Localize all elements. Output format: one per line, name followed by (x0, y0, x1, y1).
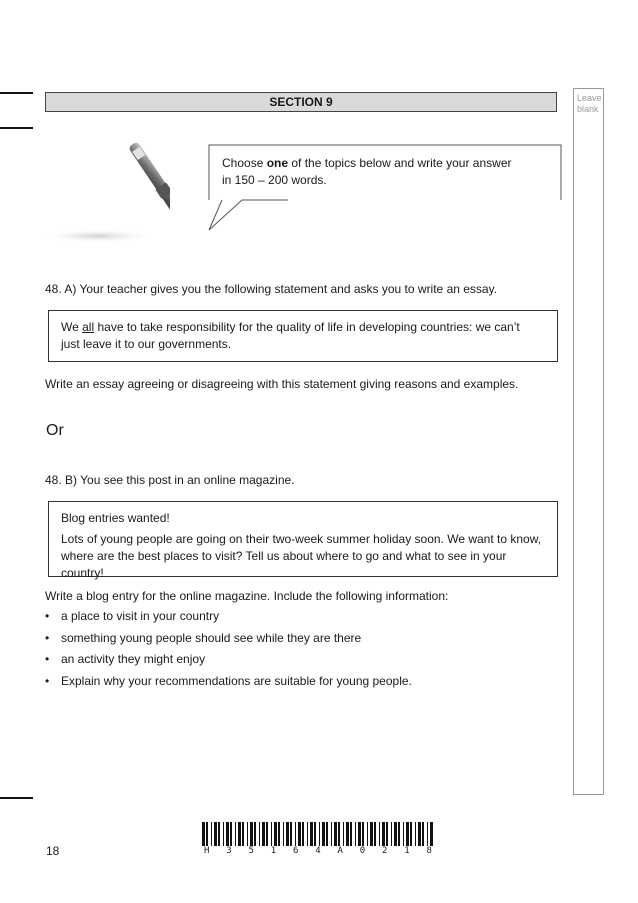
barcode-char: 8 (426, 846, 432, 856)
barcode-char: 5 (248, 846, 254, 856)
list-item: • Explain why your recommendations are suitable for young people. (45, 673, 412, 688)
barcode-char: A (337, 846, 343, 856)
blog-post-title: Blog entries wanted! (61, 511, 170, 525)
leave-blank-column (573, 88, 604, 795)
barcode-char: H (204, 846, 210, 856)
list-item: • a place to visit in your country (45, 609, 220, 623)
barcode-char: 4 (315, 846, 321, 856)
requirements-list (45, 608, 412, 694)
list-item: • an activity they might enjoy (45, 652, 206, 666)
page-number: 18 (46, 844, 60, 858)
pen-icon (40, 140, 170, 248)
barcode-char: 0 (359, 846, 366, 856)
barcode-char: 1 (404, 846, 410, 856)
statement-text: We all have to take responsibility for the quality of life in developing countries: we can’t just leave it to our governments. (61, 320, 520, 351)
section-title: SECTION 9 (45, 92, 557, 112)
leave-blank-label: Leave blank (577, 93, 602, 114)
blog-post-line-2: where are the best places to visit? Tell us about where to go and what to see in your country! (61, 549, 507, 580)
question-b-heading: 48. B) You see this post in an online magazine. (45, 473, 295, 487)
barcode-char: 3 (226, 846, 232, 856)
barcode-number (204, 846, 432, 856)
question-b-task: Write a blog entry for the online magazine. Include the following information: (45, 589, 449, 603)
instruction-text: Choose one of the topics below and write your answer in 150 – 200 words. (222, 156, 512, 187)
question-a-task: Write an essay agreeing or disagreeing with this statement giving reasons and examples. (45, 377, 519, 391)
blog-post-box (48, 501, 558, 580)
registration-mark-top (0, 92, 33, 94)
blog-post-line-1: Lots of young people are going on their two-week summer holiday soon. We want to know, (61, 532, 542, 546)
question-a-heading: 48. A) Your teacher gives you the following statement and asks you to write an essay. (45, 282, 498, 296)
barcode-char: 6 (293, 846, 299, 856)
registration-mark-bottom (0, 797, 33, 799)
or-label: Or (46, 422, 64, 439)
barcode-char: 2 (382, 846, 388, 856)
statement-box (48, 310, 558, 362)
registration-mark-middle (0, 127, 33, 129)
barcode-char: 1 (270, 846, 277, 856)
list-item: • something young people should see while they are there (45, 630, 362, 645)
